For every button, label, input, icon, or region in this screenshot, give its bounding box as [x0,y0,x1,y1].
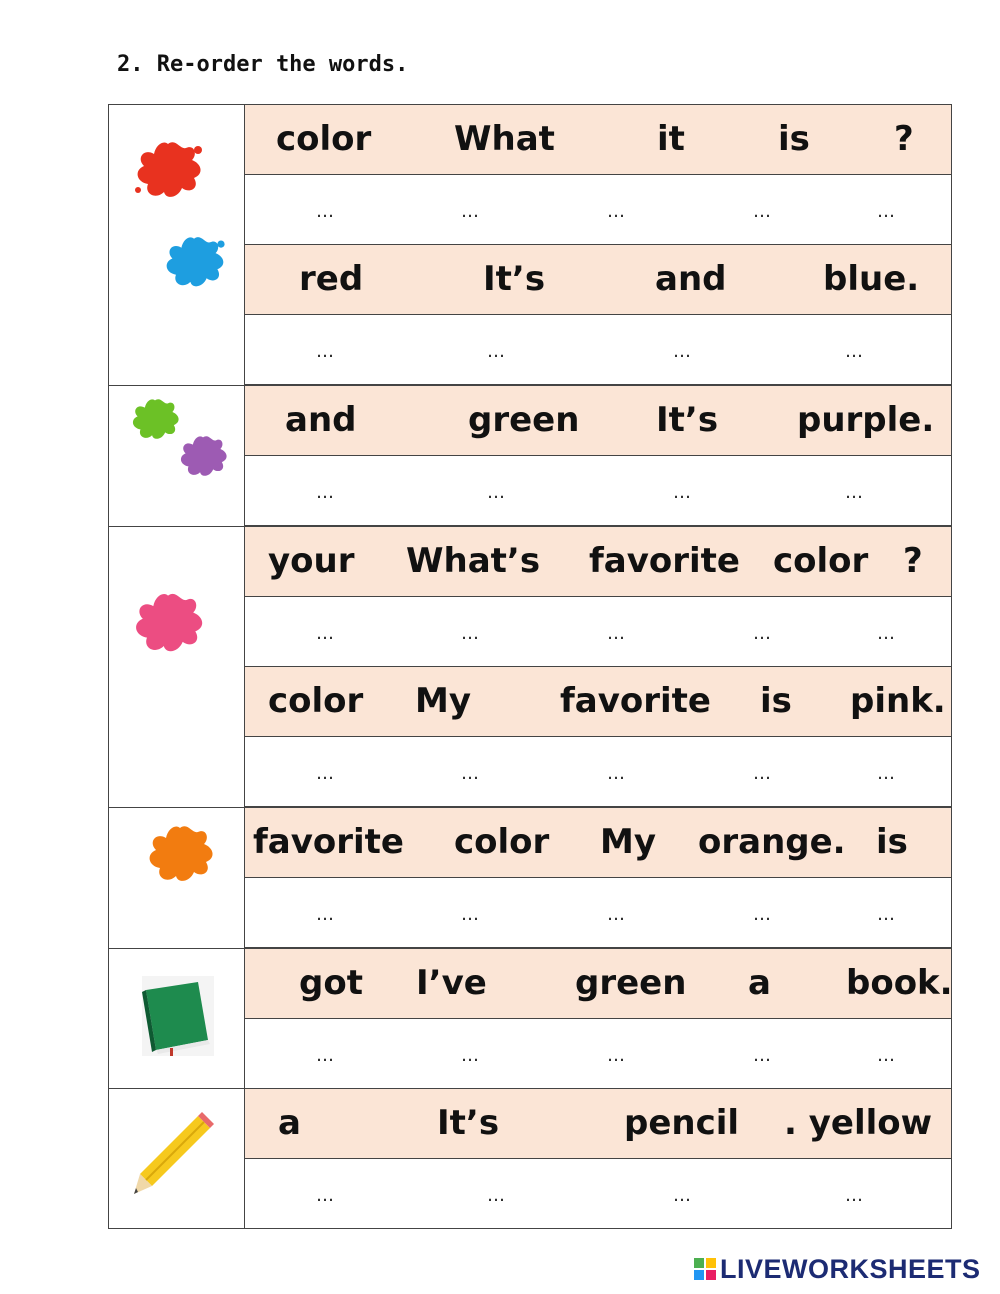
word-tile[interactable]: red [299,259,364,299]
answer-blank[interactable]: … [316,1045,334,1066]
word-tile[interactable]: is [876,822,908,862]
exercise-title: 2. Re-order the words. [117,52,409,77]
word-tile[interactable]: ? [903,541,923,581]
answer-row [245,597,951,667]
answer-blank[interactable]: … [461,763,479,784]
word-tile[interactable]: green [468,400,580,440]
answer-blank[interactable]: … [877,763,895,784]
word-tile[interactable]: I’ve [416,963,487,1003]
word-row [245,527,951,597]
word-row [245,1089,951,1159]
answer-blank[interactable]: … [673,482,691,503]
word-row [245,105,951,175]
answer-blank[interactable]: … [877,1045,895,1066]
answer-blank[interactable]: … [607,623,625,644]
blue-splash-icon [158,228,230,298]
word-tile[interactable]: book. [846,963,953,1003]
word-tile[interactable]: color [268,681,364,721]
word-tile[interactable]: is [778,119,810,159]
answer-row [245,737,951,807]
answer-blank[interactable]: … [316,341,334,362]
word-tile[interactable]: color [454,822,550,862]
answer-blank[interactable]: … [877,201,895,222]
answer-row [245,1159,951,1229]
group-divider [108,385,952,386]
group-divider [108,526,952,527]
answer-blank[interactable]: … [316,623,334,644]
answer-blank[interactable]: … [753,623,771,644]
word-tile[interactable]: pink. [850,681,946,721]
answer-blank[interactable]: … [877,904,895,925]
word-tile[interactable]: green [575,963,687,1003]
answer-blank[interactable]: … [607,201,625,222]
word-tile[interactable]: is [760,681,792,721]
word-tile[interactable]: color [773,541,869,581]
answer-blank[interactable]: … [845,341,863,362]
word-tile[interactable]: and [655,259,727,299]
answer-row [245,456,951,526]
word-tile[interactable]: It’s [656,400,719,440]
answer-blank[interactable]: … [877,623,895,644]
word-tile[interactable]: it [657,119,685,159]
answer-blank[interactable]: … [845,1185,863,1206]
word-tile[interactable]: blue. [823,259,920,299]
orange-splash-icon [140,818,220,892]
answer-blank[interactable]: … [316,1185,334,1206]
word-tile[interactable]: ? [894,119,914,159]
answer-blank[interactable]: … [607,763,625,784]
answer-row [245,878,951,948]
answer-blank[interactable]: … [673,341,691,362]
word-row [245,245,951,315]
answer-blank[interactable]: … [607,1045,625,1066]
answer-blank[interactable]: … [461,201,479,222]
word-tile[interactable]: orange. [698,822,846,862]
word-tile[interactable]: got [299,963,363,1003]
logo-mark-icon [694,1258,716,1280]
answer-blank[interactable]: … [607,904,625,925]
word-row [245,386,951,456]
answer-blank[interactable]: … [461,623,479,644]
word-tile[interactable]: favorite [560,681,711,721]
word-tile[interactable]: purple. [797,400,935,440]
answer-row [245,1019,951,1089]
answer-blank[interactable]: … [316,763,334,784]
word-tile[interactable]: a [748,963,771,1003]
word-tile[interactable]: My [415,681,471,721]
green-book-icon [140,976,216,1058]
word-tile[interactable]: . yellow [784,1103,933,1143]
word-row [245,808,951,878]
word-tile[interactable]: favorite [253,822,404,862]
word-row [245,667,951,737]
answer-row [245,315,951,385]
liveworksheets-logo: LIVEWORKSHEETS [694,1254,981,1284]
word-tile[interactable]: and [285,400,357,440]
word-tile[interactable]: It’s [437,1103,500,1143]
word-tile[interactable]: What [454,119,555,159]
answer-blank[interactable]: … [753,201,771,222]
answer-blank[interactable]: … [316,904,334,925]
answer-blank[interactable]: … [461,1045,479,1066]
answer-blank[interactable]: … [487,341,505,362]
pink-splash-icon [126,584,210,664]
answer-blank[interactable]: … [487,1185,505,1206]
answer-blank[interactable]: … [673,1185,691,1206]
answer-blank[interactable]: … [461,904,479,925]
word-tile[interactable]: My [600,822,656,862]
answer-blank[interactable]: … [753,763,771,784]
answer-blank[interactable]: … [753,904,771,925]
answer-blank[interactable]: … [753,1045,771,1066]
answer-row [245,175,951,245]
word-tile[interactable]: It’s [483,259,546,299]
answer-blank[interactable]: … [845,482,863,503]
word-tile[interactable]: color [276,119,372,159]
answer-blank[interactable]: … [487,482,505,503]
purple-splash-icon [174,430,232,484]
answer-blank[interactable]: … [316,482,334,503]
word-row [245,949,951,1019]
yellow-pencil-icon [128,1108,218,1198]
group-divider [108,807,952,808]
answer-blank[interactable]: … [316,201,334,222]
word-tile[interactable]: favorite [589,541,740,581]
group-divider [108,1088,952,1089]
word-tile[interactable]: pencil [624,1103,740,1143]
group-divider [108,948,952,949]
word-tile[interactable]: your [268,541,355,581]
red-splash-icon [128,136,208,206]
word-tile[interactable]: a [278,1103,301,1143]
word-tile[interactable]: What’s [406,541,541,581]
